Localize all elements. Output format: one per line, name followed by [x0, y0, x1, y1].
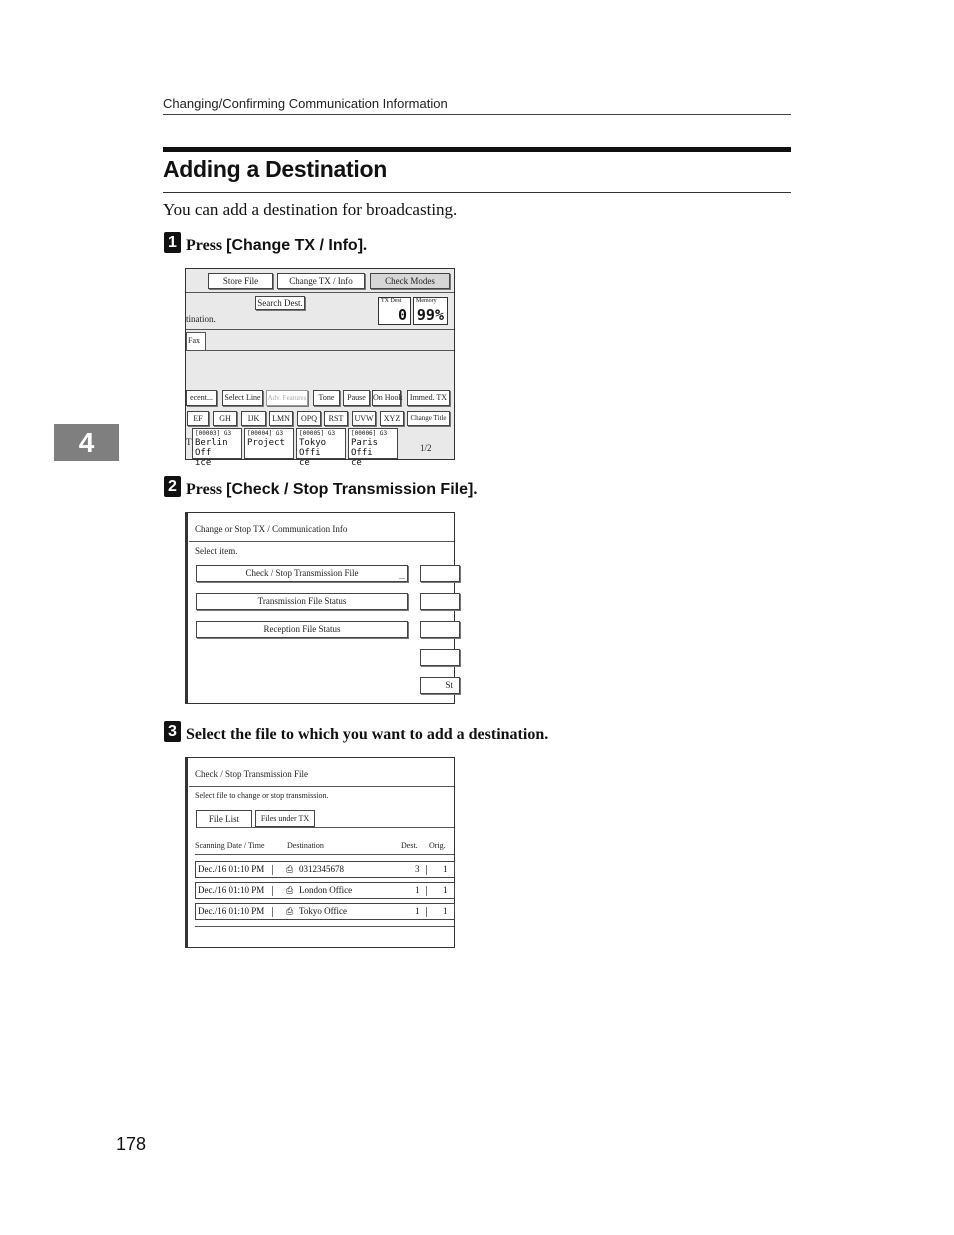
- header-underline: [195, 854, 454, 855]
- check-stop-transmission-file-button[interactable]: [196, 565, 408, 582]
- on-hook-button[interactable]: On Hook: [372, 390, 401, 406]
- row-separator: [272, 865, 273, 875]
- pause-button[interactable]: Pause: [343, 390, 370, 406]
- screen3-divider: [189, 786, 454, 787]
- tab-fax[interactable]: Fax: [186, 332, 206, 350]
- step-3-text: Select the file to which you want to add a destination.: [186, 726, 549, 743]
- tx-dest-value: 0: [397, 306, 407, 324]
- memory-value: 99%: [416, 306, 444, 324]
- table-row[interactable]: [195, 861, 455, 878]
- step-2-number: 2: [164, 476, 181, 497]
- store-file-button[interactable]: Store File: [208, 273, 273, 289]
- table-row[interactable]: [195, 882, 455, 899]
- step-1-number: 1: [164, 232, 181, 253]
- search-dest-button[interactable]: Search Dest.: [255, 296, 305, 310]
- row-destination: 0312345678: [299, 864, 344, 874]
- row-dest: 3: [415, 864, 420, 874]
- side-button-1[interactable]: [420, 565, 460, 582]
- index-key-uvw[interactable]: UVW: [352, 411, 376, 426]
- col-destination: Destination: [287, 841, 324, 850]
- screen3-prompt: Select file to change or stop transmission.: [195, 791, 329, 800]
- page-number: 178: [116, 1134, 147, 1154]
- table-row[interactable]: [195, 903, 455, 920]
- index-fragment: T: [186, 437, 192, 447]
- row-separator: [272, 907, 273, 917]
- dest-tile-project[interactable]: [244, 428, 294, 459]
- index-key-rst[interactable]: RST: [324, 411, 348, 426]
- tab-file-list[interactable]: File List: [196, 810, 252, 828]
- dest-tile-name-2: ice: [195, 458, 212, 468]
- dest-tile-name: Tokyo Offi: [299, 438, 327, 458]
- dest-tile-number: [00004] G3: [247, 430, 284, 437]
- tab-underline: [196, 827, 454, 828]
- row-dest: 1: [415, 906, 420, 916]
- index-key-gh[interactable]: GH: [213, 411, 237, 426]
- tx-dest-counter: [378, 297, 411, 325]
- recent-button[interactable]: ecent...: [186, 390, 217, 406]
- reception-file-status-button[interactable]: Reception File Status: [196, 621, 408, 638]
- adv-features-button[interactable]: Adv. Features: [266, 390, 308, 406]
- ellipsis: ...: [399, 572, 405, 581]
- row-separator: [426, 865, 427, 875]
- screen1-tab-line: [186, 350, 454, 351]
- row-datetime: Dec./16 01:10 PM: [198, 885, 265, 895]
- step-3-number: 3: [164, 721, 181, 742]
- row-separator: [272, 886, 273, 896]
- dest-tile-name: Project: [247, 438, 285, 448]
- index-key-lmn[interactable]: LMN: [269, 411, 293, 426]
- screen1-divider: [186, 292, 454, 293]
- dest-tile-number: [00005] G3: [299, 430, 336, 437]
- row-datetime: Dec./16 01:10 PM: [198, 906, 265, 916]
- fax-icon: ⎙: [286, 864, 294, 874]
- row-orig: 1: [443, 906, 448, 916]
- section-title: Adding a Destination: [163, 156, 388, 182]
- screen2-prompt: Select item.: [195, 546, 238, 556]
- memory-label: Memory: [416, 298, 437, 304]
- row-destination: London Office: [299, 885, 353, 895]
- dest-tile-name: Berlin Off: [195, 438, 228, 458]
- transmission-file-status-button[interactable]: Transmission File Status: [196, 593, 408, 610]
- change-title-button[interactable]: Change Title: [407, 411, 450, 426]
- immed-tx-button[interactable]: Immed. TX: [407, 390, 450, 406]
- fax-icon: ⎙: [286, 885, 294, 895]
- fax-icon: ⎙: [286, 906, 294, 916]
- row-separator: [426, 886, 427, 896]
- side-button-3[interactable]: [420, 621, 460, 638]
- index-key-ef[interactable]: EF: [187, 411, 209, 426]
- step-2-text: Press [Check / Stop Transmission File].: [186, 481, 478, 498]
- screen1-instruction: tination.: [186, 314, 216, 324]
- index-key-opq[interactable]: OPQ: [297, 411, 321, 426]
- col-orig: Orig.: [429, 841, 446, 850]
- check-modes-button[interactable]: Check Modes: [370, 273, 450, 289]
- row-separator: [426, 907, 427, 917]
- title-rule: [163, 192, 791, 193]
- col-scanning-date: Scanning Date / Time: [195, 841, 265, 850]
- header-rule: [163, 114, 791, 115]
- dest-tile-number: [00003] G3: [195, 430, 232, 437]
- side-button-4[interactable]: [420, 649, 460, 666]
- row-orig: 1: [443, 864, 448, 874]
- running-header: Changing/Confirming Communication Information: [163, 96, 448, 111]
- screen2-divider: [189, 541, 454, 542]
- step-2-key: [Check / Stop Transmission File]: [226, 481, 474, 498]
- col-dest: Dest.: [401, 841, 418, 850]
- dest-tile-paris[interactable]: [348, 428, 398, 468]
- title-bar: [163, 147, 791, 152]
- dest-tile-berlin[interactable]: [192, 428, 242, 468]
- screen2-title: Change or Stop TX / Communication Info: [195, 524, 348, 534]
- row-destination: Tokyo Office: [299, 906, 347, 916]
- dest-tile-tokyo[interactable]: [296, 428, 346, 468]
- side-button-2[interactable]: [420, 593, 460, 610]
- row-datetime: Dec./16 01:10 PM: [198, 864, 265, 874]
- chapter-tab: 4: [54, 424, 119, 461]
- dest-tile-name: Paris Offi: [351, 438, 379, 458]
- intro-text: You can add a destination for broadcasting.: [163, 200, 458, 219]
- index-key-ijk[interactable]: IJK: [241, 411, 266, 426]
- row-orig: 1: [443, 885, 448, 895]
- screen1-divider-2: [186, 329, 454, 330]
- tone-button[interactable]: Tone: [313, 390, 340, 406]
- table-bottom-line: [195, 926, 454, 927]
- index-key-xyz[interactable]: XYZ: [380, 411, 404, 426]
- step-1-text: Press [Change TX / Info].: [186, 237, 368, 254]
- button-label: Check / Stop Transmission File: [245, 568, 359, 578]
- screen3-title: Check / Stop Transmission File: [195, 769, 309, 779]
- dest-tile-name-2: ce: [351, 458, 362, 468]
- change-tx-info-button[interactable]: Change TX / Info: [277, 273, 365, 289]
- tx-dest-label: TX Dest: [381, 298, 402, 304]
- row-dest: 1: [415, 885, 420, 895]
- side-button-5[interactable]: St: [420, 677, 460, 694]
- dest-tile-name-2: ce: [299, 458, 310, 468]
- step-1-key: [Change TX / Info]: [226, 237, 364, 254]
- tab-files-under-tx[interactable]: Files under TX: [255, 810, 315, 827]
- memory-counter: [413, 297, 448, 325]
- page-indicator: 1/2: [420, 443, 432, 453]
- select-line-button[interactable]: Select Line: [222, 390, 263, 406]
- dest-tile-number: [00006] G3: [351, 430, 388, 437]
